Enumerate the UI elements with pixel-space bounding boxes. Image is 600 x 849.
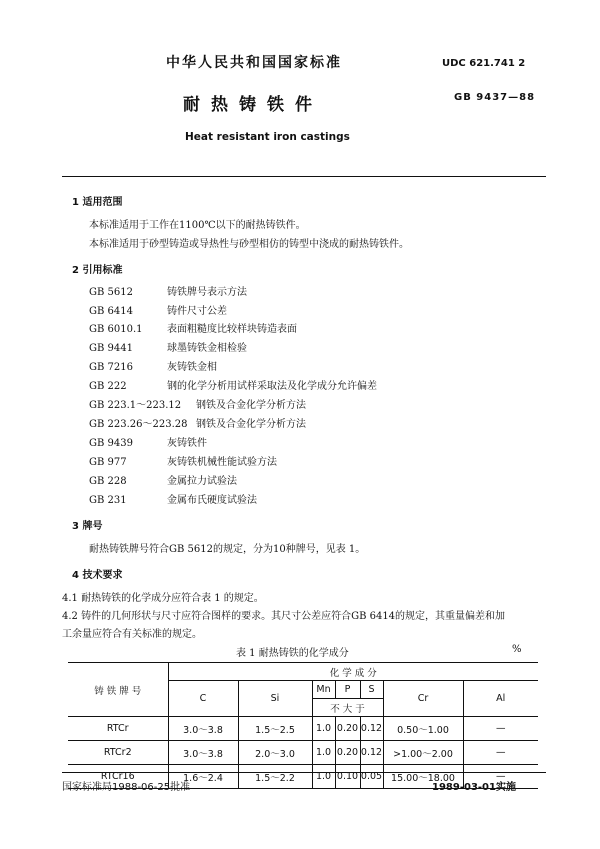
section-3-para: 耐热铸铁牌号符合GB 5612的规定，分为10种牌号，见表 1。 [89, 544, 366, 555]
standard-title-cn: 耐热铸铁件 [183, 95, 323, 115]
clause-4-2-line-1: 4.2 铸件的几何形状与尺寸应符合图样的要求。其尺寸公差应符合GB 6414的规定，其重量偏差和加 [62, 611, 506, 622]
section-4-heading: 4 技术要求 [72, 570, 123, 581]
clause-4-2-line-2: 工余量应符合有关标准的规定。 [62, 629, 202, 640]
ref-item: GB 5612 铸铁牌号表示方法 [89, 287, 247, 298]
col-header-grade: 铸 铁 牌 号 [68, 663, 168, 717]
col-header-cr: Cr [383, 681, 463, 717]
table-row: RTCr16 1.6～2.4 1.5～2.2 1.0 0.10 0.05 15.00～18.00 — [68, 765, 538, 789]
col-header-c: C [168, 681, 238, 717]
not-greater-label: 不 大 于 [312, 699, 383, 717]
ref-item: GB 977 灰铸铁机械性能试验方法 [89, 457, 277, 468]
ref-item: GB 9439 灰铸铁件 [89, 438, 207, 449]
table-row: RTCr2 3.0～3.8 2.0～3.0 1.0 0.20 0.12 >1.00～2.00 — [68, 741, 538, 765]
chemical-composition-table [68, 662, 538, 789]
ref-item: GB 223.26～223.28 钢铁及合金化学分析方法 [89, 419, 306, 430]
table-row: RTCr 3.0～3.8 1.5～2.5 1.0 0.20 0.12 0.50～1.00 — [68, 717, 538, 741]
ref-item: GB 231 金属布氏硬度试验法 [89, 495, 257, 506]
header-rule [62, 176, 546, 177]
gb-code: GB 9437—88 [454, 92, 536, 103]
ref-item: GB 9441 球墨铸铁金相检验 [89, 343, 247, 354]
ref-item: GB 7216 灰铸铁金相 [89, 362, 217, 373]
section-3-heading: 3 牌号 [72, 521, 103, 532]
col-header-p: P [335, 681, 360, 699]
col-header-mn: Mn [312, 681, 335, 699]
table-caption: 表 1 耐热铸铁的化学成分 [236, 648, 349, 659]
ref-item: GB 6414 铸件尺寸公差 [89, 306, 227, 317]
section-1-para-1: 本标准适用于工作在1100℃以下的耐热铸铁件。 [89, 220, 306, 231]
issuer-title: 中华人民共和国国家标准 [166, 55, 342, 71]
ref-item: GB 223.1～223.12 钢铁及合金化学分析方法 [89, 400, 306, 411]
col-header-s: S [360, 681, 383, 699]
approval-date: 国家标准局1988-06-25批准 [62, 782, 191, 793]
ref-item: GB 6010.1 表面粗糙度比较样块铸造表面 [89, 324, 297, 335]
standard-title-en: Heat resistant iron castings [185, 131, 350, 143]
section-1-para-2: 本标准适用于砂型铸造或导热性与砂型相仿的铸型中浇成的耐热铸铁件。 [89, 239, 409, 250]
ref-item: GB 222 钢的化学分析用试样采取法及化学成分允许偏差 [89, 381, 377, 392]
footer-rule [62, 772, 546, 773]
udc-code: UDC 621.741 2 [442, 58, 526, 69]
section-1-heading: 1 适用范围 [72, 197, 123, 208]
col-header-si: Si [238, 681, 312, 717]
section-2-heading: 2 引用标准 [72, 265, 123, 276]
col-header-group: 化 学 成 分 [168, 663, 538, 681]
col-header-al: Al [463, 681, 538, 717]
effective-date: 1989-03-01实施 [432, 782, 516, 793]
clause-4-1: 4.1 耐热铸铁的化学成分应符合表 1 的规定。 [62, 593, 264, 604]
ref-item: GB 228 金属拉力试验法 [89, 476, 237, 487]
table-unit: % [512, 644, 522, 655]
